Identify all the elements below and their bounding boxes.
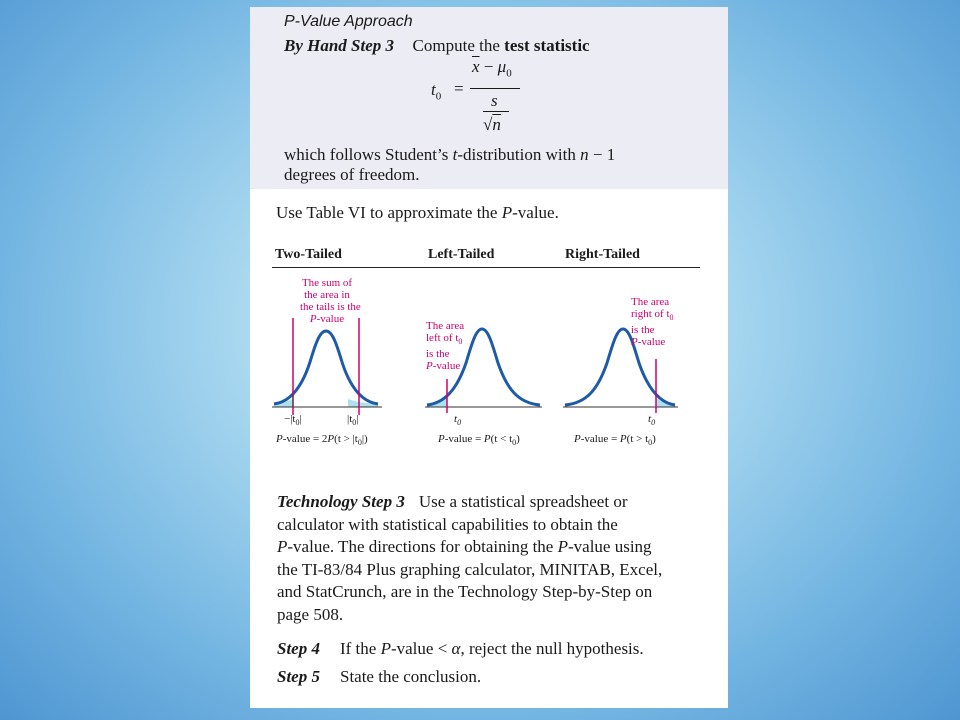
follows-line-2: degrees of freedom. — [284, 165, 420, 184]
tech-line-2: calculator with statistical capabilities to obtain the — [277, 514, 618, 534]
sqrt-n: √n — [483, 115, 501, 134]
hand-step-label: By Hand Step 3 — [284, 36, 395, 55]
step-5: Step 5 State the conclusion. — [277, 667, 482, 686]
col-left-tailed: Left-Tailed — [428, 247, 495, 262]
two-tailed-curve — [274, 331, 378, 404]
right-tailed-note: The area right of $t_0$ is the P-value — [631, 296, 674, 349]
two-tailed-right-label: $|t_0|$ — [347, 413, 359, 428]
right-tailed-formula: P-value = $P(t > t_0)$ — [574, 433, 656, 448]
formula-numerator: $\overline{x} - \mu_0$ — [472, 57, 512, 80]
tech-line-4: the TI-83/84 Plus graphing calculator, MINITAB, Excel, — [277, 559, 663, 579]
approach-title: P-Value Approach — [284, 13, 413, 30]
formula-equals: = — [454, 79, 464, 98]
two-tailed-formula: P-value = $2P(t > |t_0|)$ — [276, 433, 368, 448]
two-tailed-curve-group — [272, 318, 382, 415]
step-4: Step 4 If the P-value < α, reject the null hypothesis. — [277, 639, 644, 658]
right-tailed-axis-label: $t_0$ — [648, 413, 656, 428]
left-tailed-note: The area left of $t_0$ is the P-value — [426, 320, 465, 373]
hand-step-text: Compute the — [412, 36, 505, 55]
table-instruction: Use Table VI to approximate the P-value. — [276, 203, 559, 222]
hand-step-bold: test statistic — [504, 36, 590, 55]
tech-line-1: Technology Step 3 Use a statistical spreadsheet or — [277, 492, 628, 511]
formula-den-s: s — [491, 91, 498, 110]
tech-line-3: P-value. The directions for obtaining the P-value using — [277, 537, 652, 556]
technology-step — [277, 491, 717, 626]
textbook-page — [250, 7, 728, 708]
two-tailed-left-label: $-|t_0|$ — [284, 413, 302, 428]
two-tailed-note: The sum of the area in the tails is the P-value — [300, 277, 361, 325]
col-two-tailed: Two-Tailed — [275, 247, 342, 262]
left-tailed-formula: P-value = $P(t < t_0)$ — [438, 433, 520, 448]
left-tailed-axis-label: $t_0$ — [454, 413, 462, 428]
tech-line-5: and StatCrunch, are in the Technology Step-by-Step on — [277, 582, 653, 601]
col-right-tailed: Right-Tailed — [565, 247, 640, 262]
follows-line-1: which follows Student’s t-distribution with n − 1 — [284, 145, 616, 164]
tech-line-6: page 508. — [277, 604, 344, 624]
formula-lhs: $t_0$ — [431, 80, 442, 103]
